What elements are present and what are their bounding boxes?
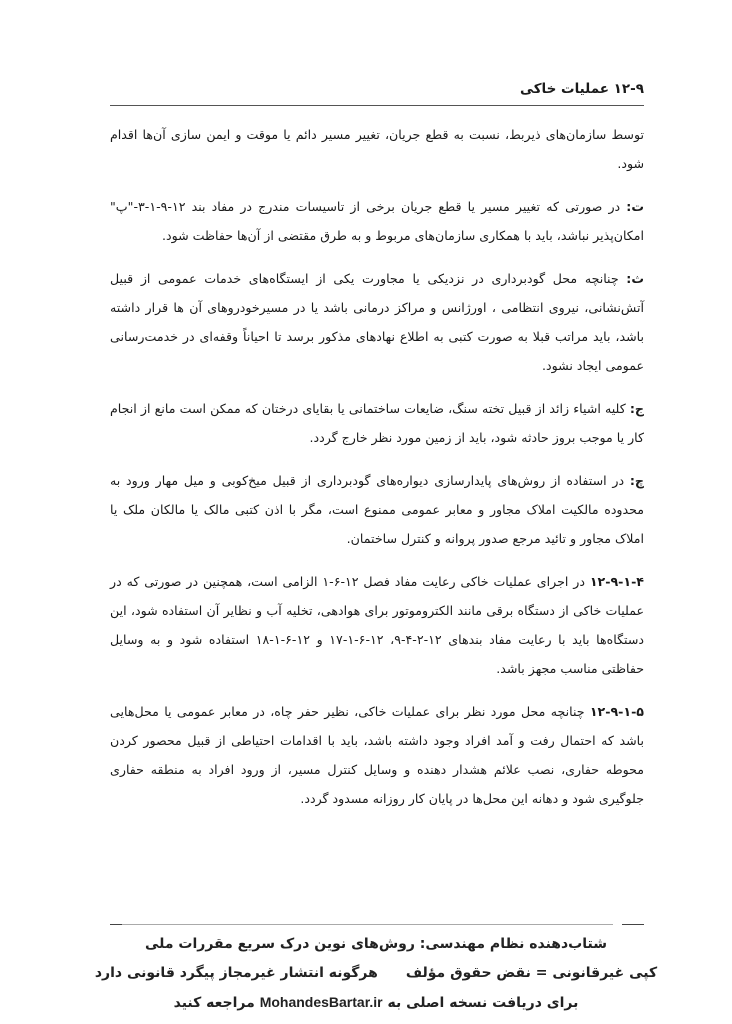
- website-link[interactable]: MohandesBartar.ir: [259, 994, 383, 1010]
- item-label: چ:: [629, 473, 644, 488]
- watermark-footer: [90, 930, 662, 1018]
- paragraph-text: چنانچه محل مورد نظر برای عملیات خاکی، نظیر حفر چاه، در معابر عمومی یا محل‌هایی باشد که احتمال رفت و آمد افراد وجود داشته باشد، باید با اقدامات احتیاطی از قبیل محصور کردن محوطه حفاری، نصب علائم هشدار دهنده و وسایل کنترل مسیر، از ورود افراد به منطقه حفاری جلوگیری شود و دهانه این محل‌ها در پایان کار روزانه مسدود گردد.: [110, 704, 644, 806]
- paragraph-text: چنانچه محل گودبرداری در نزدیکی یا مجاورت یکی از ایستگاه‌های خدمات عمومی از قبیل آتش‌نشانی، نیروی انتظامی ، اورژانس و مراکز درمانی باشد یا در مسیرخودروهای آن ها قرار داشته باشد، باید مراتب قبلا به صورت کتبی به اطلاع نهادهای مذکور برسد تا احیاناً وقفه‌ای در خدمت‌رسانی عمومی ایجاد نشود.: [110, 271, 644, 373]
- paragraph-text: در اجرای عملیات خاکی رعایت مفاد فصل ۱۲-۶-۱ الزامی است، همچنین در صورتی که در عملیات خاکی از دستگاه برقی مانند الکتروموتور برای هوادهی، تخلیه آب و نظایر آن استفاده شود، این دستگاه‌ها باید با رعایت مفاد بندهای ۱۲-۲-۴-۹، ۱۲-۶-۱-۱۷ و ۱۲-۶-۱-۱۸ استفاده شود و به وسایل حفاظتی مناسب مجهز باشد.: [110, 574, 644, 676]
- document-body: [110, 120, 644, 827]
- paragraph-item-che: [110, 466, 644, 553]
- paragraph-item-se: [110, 264, 644, 380]
- item-label: ث:: [626, 271, 644, 286]
- section-title: ۱۲-۹ عملیات خاکی: [520, 81, 644, 97]
- paragraph-text: توسط سازمان‌های ذیربط، نسبت به قطع جریان، تغییر مسیر دائم یا موقت و ایمن سازی آن‌ها اقدام شود.: [110, 127, 644, 171]
- header-divider: [110, 105, 644, 106]
- clause-number: ۱۲-۹-۱-۵: [589, 704, 644, 719]
- footer-line-2: [90, 959, 662, 988]
- footer-divider-right-accent: [622, 924, 644, 925]
- clause-12-9-1-5: [110, 697, 644, 813]
- paragraph-text: کلیه اشیاء زائد از قبیل تخته سنگ، ضایعات ساختمانی یا بقایای درختان که ممکن است مانع از انجام کار یا موجب بروز حادثه شود، باید از زمین مورد نظر خارج گردد.: [110, 401, 644, 445]
- footer-line-3: [90, 988, 662, 1018]
- footer-divider-left-accent: [110, 924, 122, 925]
- copyright-notice: کپی غیرقانونی = نقض حقوق مؤلف: [405, 965, 658, 981]
- page-header: [110, 78, 644, 100]
- footer-line-1: شتاب‌دهنده نظام مهندسی: روش‌های نوین درک سریع مقررات ملی: [145, 936, 607, 952]
- paragraph-item-jim: [110, 394, 644, 452]
- clause-number: ۱۲-۹-۱-۴: [589, 574, 644, 589]
- item-label: ت:: [626, 199, 644, 214]
- paragraph-text: در استفاده از روش‌های پایدارسازی دیواره‌های گودبرداری از قبیل میخ‌کوبی و میل مهار ورود به محدوده مالکیت املاک مجاور و معابر عمومی ممنوع است، مگر با اذن کتبی مالک یا مالکان ملک یا املاک مجاور و تائید مرجع صدور پروانه و کنترل ساختمان.: [110, 473, 644, 546]
- footer-text-before-site: برای دریافت نسخه اصلی به: [387, 995, 579, 1011]
- footer-text-after-site: مراجعه کنید: [173, 995, 255, 1011]
- legal-notice: هرگونه انتشار غیرمجاز پیگرد قانونی دارد: [94, 965, 378, 981]
- paragraph-text: در صورتی که تغییر مسیر یا قطع جریان برخی از تاسیسات مندرج در مفاد بند ۱۲-۹-۱-۳-"پ" امکان‌پذیر نباشد، باید با همکاری سازمان‌های مربوط و به طرق مقتضی از آن‌ها حفاظت شود.: [110, 199, 644, 243]
- item-label: ج:: [629, 401, 644, 416]
- paragraph-item-te: [110, 192, 644, 250]
- footer-divider: [117, 924, 613, 925]
- clause-12-9-1-4: [110, 567, 644, 683]
- paragraph-continuation: [110, 120, 644, 178]
